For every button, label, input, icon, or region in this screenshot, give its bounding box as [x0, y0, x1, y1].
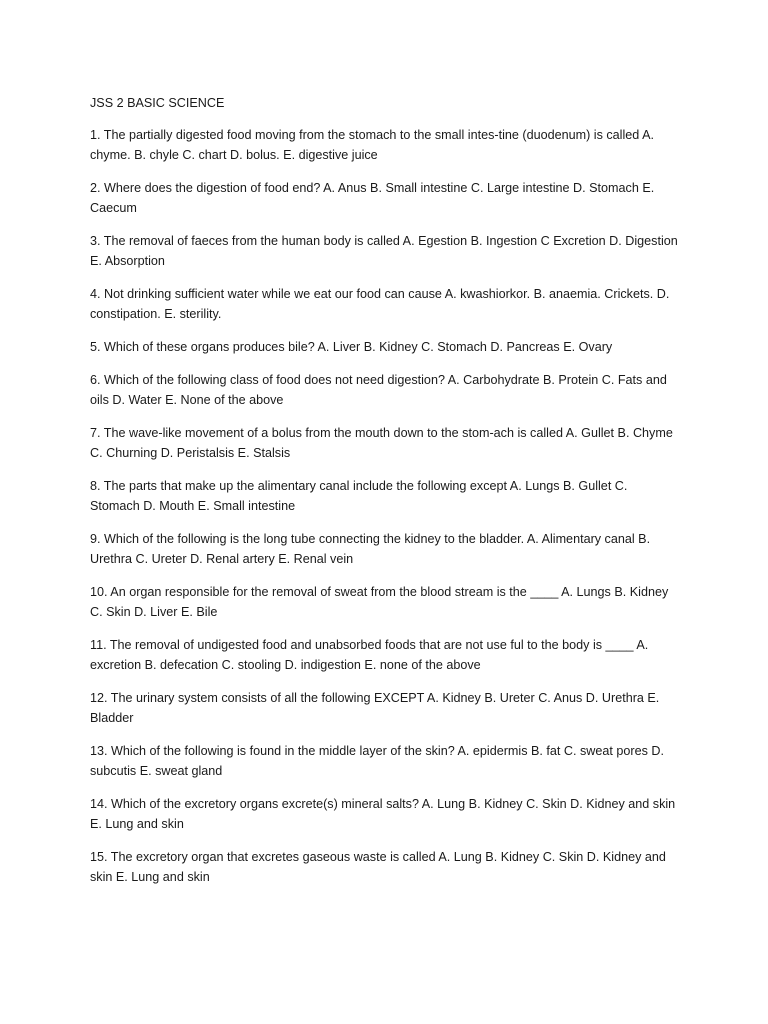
- document-body: [90, 93, 680, 900]
- question-11: 11. The removal of undigested food and unabsorbed foods that are not use ful to the body is ____ A. excretion B. defecation C. stooling D. indigestion E. none of the above: [90, 638, 649, 672]
- document-title: JSS 2 BASIC SCIENCE: [90, 96, 225, 110]
- question-9: 9. Which of the following is the long tube connecting the kidney to the bladder. A. Alimentary canal B. Urethra C. Ureter D. Renal artery E. Renal vein: [90, 532, 651, 566]
- question-4: 4. Not drinking sufficient water while we eat our food can cause A. kwashiorkor. B. anaemia. Crickets. D. constipation. E. sterility.: [90, 287, 670, 321]
- question-1: 1. The partially digested food moving from the stomach to the small intes-tine (duodenum) is called A. chyme. B. chyle C. chart D. bolus. E. digestive juice: [90, 128, 654, 162]
- question-12: 12. The urinary system consists of all the following EXCEPT A. Kidney B. Ureter C. Anus D. Urethra E. Bladder: [90, 691, 660, 725]
- question-8: 8. The parts that make up the alimentary canal include the following except A. Lungs B. Gullet C. Stomach D. Mouth E. Small intestine: [90, 479, 628, 513]
- question-6: 6. Which of the following class of food does not need digestion? A. Carbohydrate B. Protein C. Fats and oils D. Water E. None of the above: [90, 373, 667, 407]
- question-2: 2. Where does the digestion of food end? A. Anus B. Small intestine C. Large intestine D. Stomach E. Caecum: [90, 181, 655, 215]
- question-5: 5. Which of these organs produces bile? A. Liver B. Kidney C. Stomach D. Pancreas E. Ovary: [90, 340, 613, 354]
- question-15: 15. The excretory organ that excretes gaseous waste is called A. Lung B. Kidney C. Skin D. Kidney and skin E. Lung and skin: [90, 850, 666, 884]
- question-7: 7. The wave-like movement of a bolus from the mouth down to the stom-ach is called A. Gullet B. Chyme C. Churning D. Peristalsis E. Stalsis: [90, 426, 673, 460]
- question-3: 3. The removal of faeces from the human body is called A. Egestion B. Ingestion C Excretion D. Digestion E. Absorption: [90, 234, 678, 268]
- question-14: 14. Which of the excretory organs excrete(s) mineral salts? A. Lung B. Kidney C. Skin D. Kidney and skin E. Lung and skin: [90, 797, 676, 831]
- question-10: 10. An organ responsible for the removal of sweat from the blood stream is the ____ A. Lungs B. Kidney C. Skin D. Liver E. Bile: [90, 585, 669, 619]
- question-13: 13. Which of the following is found in the middle layer of the skin? A. epidermis B. fat C. sweat pores D. subcutis E. sweat gland: [90, 744, 664, 778]
